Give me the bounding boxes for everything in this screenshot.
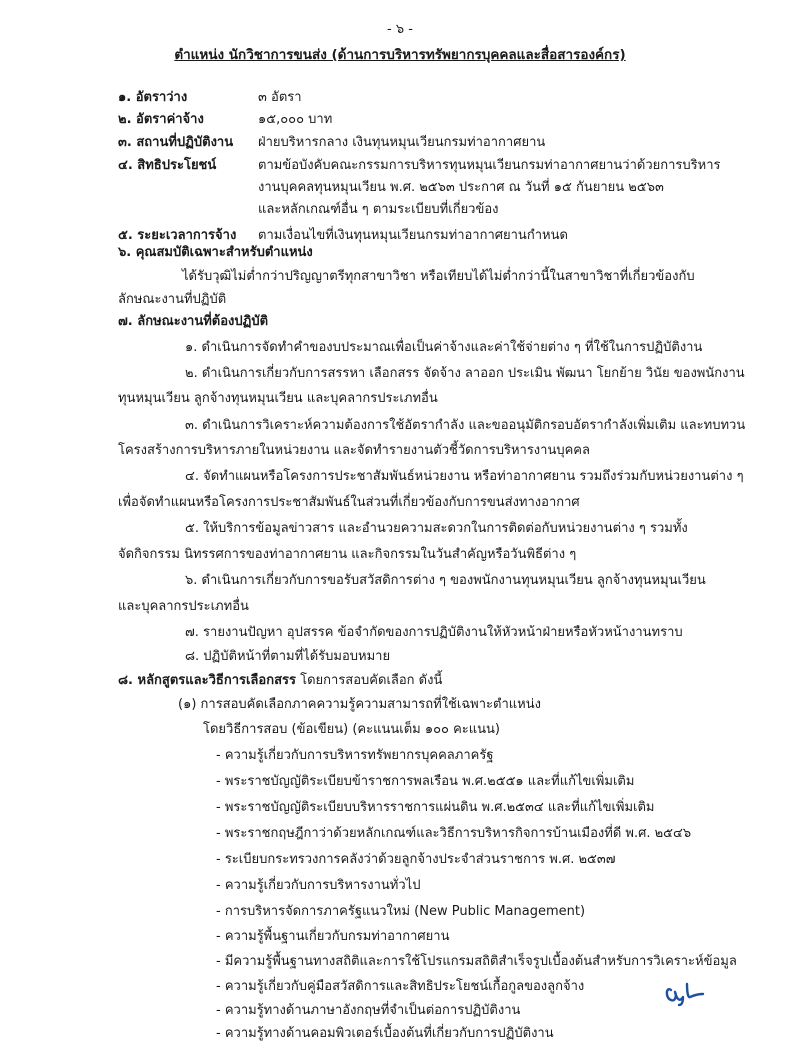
duty-item: ๕. ให้บริการข้อมูลข่าวสาร และอำนวยความสะดวกในการติดต่อกับหน่วยงานต่าง ๆ รวมทั้ง xyxy=(185,521,688,536)
field-label: ๒. อัตราค่าจ้าง xyxy=(118,112,204,127)
field-value: ฝ่ายบริหารกลาง เงินทุนหมุนเวียนกรมท่าอากาศยาน xyxy=(258,135,546,150)
section-heading-line xyxy=(118,671,442,691)
field-value: ๓ อัตรา xyxy=(258,90,302,105)
exam-topic: - พระราชบัญญัติระเบียบบริหารราชการแผ่นดิน พ.ศ.๒๕๓๔ และที่แก้ไขเพิ่มเติม xyxy=(216,800,655,815)
paragraph-line: ได้รับวุฒิไม่ต่ำกว่าปริญญาตรีทุกสาขาวิชา หรือเทียบได้ไม่ต่ำกว่านี้ในสาขาวิชาที่เกี่ยวข้องกับ xyxy=(182,269,695,284)
section-heading-rest: โดยการสอบคัดเลือก ดังนี้ xyxy=(300,673,443,688)
duty-item-cont: ทุนหมุนเวียน ลูกจ้างทุนหมุนเวียน และบุคลากรประเภทอื่น xyxy=(118,391,438,406)
field-label: ๔. สิทธิประโยชน์ xyxy=(118,158,217,173)
duty-item-cont: จัดกิจกรรม นิทรรศการของท่าอากาศยาน และกิจกรรมในวันสำคัญหรือวันพิธีต่าง ๆ xyxy=(118,547,577,562)
signature-initials xyxy=(663,978,713,1008)
duty-item-cont: โครงสร้างการบริหารภายในหน่วยงาน และจัดทำรายงานตัวชี้วัดการบริหารงานบุคคล xyxy=(118,443,590,458)
field-label: ๕. ระยะเวลาการจ้าง xyxy=(118,228,237,243)
exam-method: โดยวิธีการสอบ (ข้อเขียน) (คะแนนเต็ม ๑๐๐ คะแนน) xyxy=(203,722,501,737)
duty-item: ๗. รายงานปัญหา อุปสรรค ข้อจำกัดของการปฏิบัติงานให้หัวหน้าฝ่ายหรือหัวหน้างานทราบ xyxy=(185,625,683,640)
exam-topic: - ความรู้ทางด้านภาษาอังกฤษที่จำเป็นต่อการปฏิบัติงาน xyxy=(216,1003,521,1018)
exam-topic: - ความรู้พื้นฐานเกี่ยวกับกรมท่าอากาศยาน xyxy=(216,929,450,944)
duty-item: ๔. จัดทำแผนหรือโครงการประชาสัมพันธ์หน่วยงาน หรือท่าอากาศยาน รวมถึงร่วมกับหน่วยงานต่าง ๆ xyxy=(185,469,744,484)
exam-topic: - พระราชกฤษฎีกาว่าด้วยหลักเกณฑ์และวิธีการบริหารกิจการบ้านเมืองที่ดี พ.ศ. ๒๕๔๖ xyxy=(216,826,692,841)
field-value: ตามข้อบังคับคณะกรรมการบริหารทุนหมุนเวียนกรมท่าอากาศยานว่าด้วยการบริหาร xyxy=(258,158,721,173)
exam-topic: - ความรู้เกี่ยวกับคู่มือสวัสดิการและสิทธิประโยชน์เกื้อกูลของลูกจ้าง xyxy=(216,979,585,994)
section-heading: ๗. ลักษณะงานที่ต้องปฏิบัติ xyxy=(118,314,269,329)
field-value: ตามเงื่อนไขที่เงินทุนหมุนเวียนกรมท่าอากาศยานกำหนด xyxy=(258,228,568,243)
exam-part-1: (๑) การสอบคัดเลือกภาคความรู้ความสามารถที่ใช้เฉพาะตำแหน่ง xyxy=(178,697,541,712)
exam-topic: - มีความรู้พื้นฐานทางสถิติและการใช้โปรแกรมสถิติสำเร็จรูปเบื้องต้นสำหรับการวิเคราะห์ข้อมูล xyxy=(216,954,737,969)
exam-topic: - ความรู้เกี่ยวกับการบริหารทรัพยากรบุคคลภาครัฐ xyxy=(216,748,494,763)
duty-item: ๖. ดำเนินการเกี่ยวกับการขอรับสวัสดิการต่าง ๆ ของพนักงานทุนหมุนเวียน ลูกจ้างทุนหมุนเวียน xyxy=(185,573,706,588)
duty-item: ๘. ปฏิบัติหน้าที่ตามที่ได้รับมอบหมาย xyxy=(185,649,391,664)
field-value-cont: และหลักเกณฑ์อื่น ๆ ตามระเบียบที่เกี่ยวข้อง xyxy=(258,202,499,217)
exam-topic: - ความรู้ทางด้านคอมพิวเตอร์เบื้องต้นที่เกี่ยวกับการปฏิบัติงาน xyxy=(216,1026,554,1041)
duty-item-cont: และบุคลากรประเภทอื่น xyxy=(118,599,249,614)
duty-item: ๑. ดำเนินการจัดทำคำของบประมาณเพื่อเป็นค่าจ้างและค่าใช้จ่ายต่าง ๆ ที่ใช้ในการปฏิบัติงาน xyxy=(185,340,703,355)
field-value: ๑๕,๐๐๐ บาท xyxy=(258,112,333,127)
field-label: ๑. อัตราว่าง xyxy=(118,90,188,105)
section-heading: ๘. หลักสูตรและวิธีการเลือกสรร xyxy=(118,673,296,688)
page-title: ตำแหน่ง นักวิชาการขนส่ง (ด้านการบริหารทรัพยากรบุคคลและสื่อสารองค์กร) xyxy=(174,47,626,63)
exam-topic: - ความรู้เกี่ยวกับการบริหารงานทั่วไป xyxy=(216,878,421,893)
exam-topic: - การบริหารจัดการภาครัฐแนวใหม่ (New Public Management) xyxy=(216,904,586,919)
paragraph-line: ลักษณะงานที่ปฏิบัติ xyxy=(118,292,227,307)
page-number: - ๖ - xyxy=(387,22,413,37)
duty-item-cont: เพื่อจัดทำแผนหรือโครงการประชาสัมพันธ์ในส่วนที่เกี่ยวข้องกับการขนส่งทางอากาศ xyxy=(118,495,580,510)
exam-topic: - ระเบียบกระทรวงการคลังว่าด้วยลูกจ้างประจำส่วนราชการ พ.ศ. ๒๕๓๗ xyxy=(216,852,616,867)
field-value-cont: งานบุคคลทุนหมุนเวียน พ.ศ. ๒๕๖๓ ประกาศ ณ วันที่ ๑๕ กันยายน ๒๕๖๓ xyxy=(258,180,664,195)
section-heading: ๖. คุณสมบัติเฉพาะสำหรับตำแหน่ง xyxy=(118,245,313,260)
field-label: ๓. สถานที่ปฏิบัติงาน xyxy=(118,135,234,150)
exam-topic: - พระราชบัญญัติระเบียบข้าราชการพลเรือน พ.ศ.๒๕๕๑ และที่แก้ไขเพิ่มเติม xyxy=(216,774,635,789)
duty-item: ๓. ดำเนินการวิเคราะห์ความต้องการใช้อัตรากำลัง และขออนุมัติกรอบอัตรากำลังเพิ่มเติม และทบทวน xyxy=(185,418,746,433)
duty-item: ๒. ดำเนินการเกี่ยวกับการสรรหา เลือกสรร จัดจ้าง ลาออก ประเมิน พัฒนา โยกย้าย วินัย ของพนักงาน xyxy=(185,366,745,381)
